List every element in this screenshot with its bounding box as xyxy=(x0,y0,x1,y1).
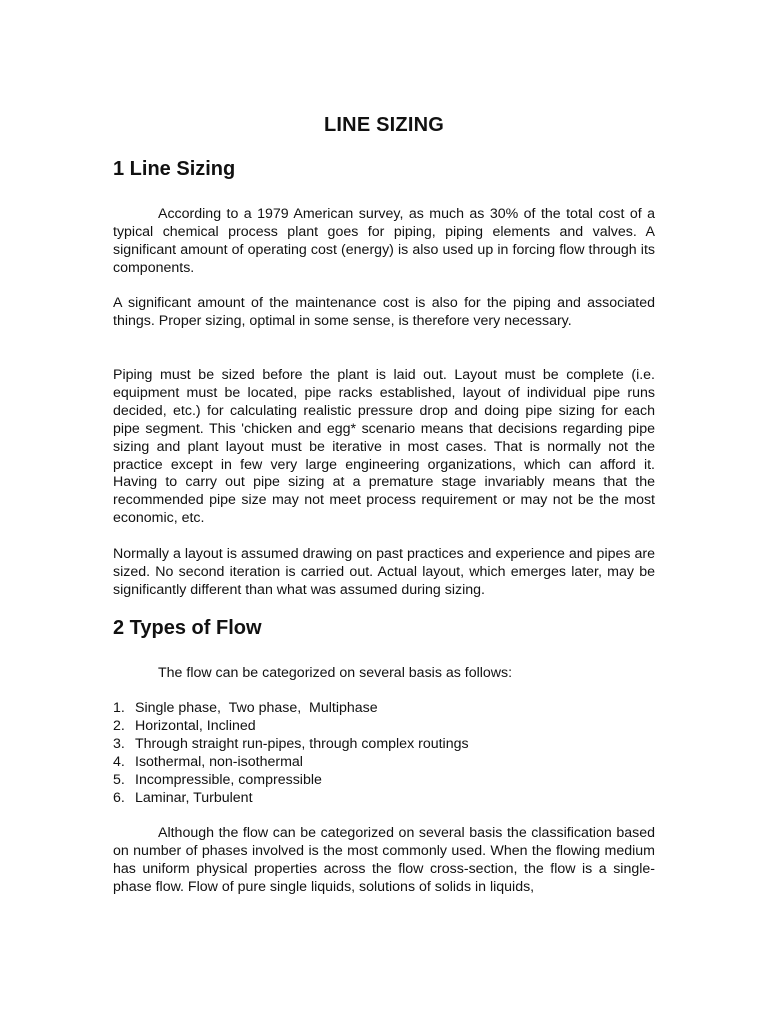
document-page xyxy=(113,0,655,1024)
paragraph-survey: According to a 1979 American survey, as much as 30% of the total cost of a typical chemical process plant goes for piping, piping elements and valves. A significant amount of operating cost (energy) is also used up in forcing flow through its components. xyxy=(113,206,655,276)
paragraph-iteration: Normally a layout is assumed drawing on past practices and experience and pipes are sized. No second iteration is carried out. Actual layout, which emerges later, may be significantly different than what was assumed during sizing. xyxy=(113,546,655,598)
list-item: 3. Through straight run-pipes, through complex routings xyxy=(113,735,469,752)
flow-types-list xyxy=(113,700,469,807)
list-item: 1. Single phase, Two phase, Multiphase xyxy=(113,700,378,716)
list-item: 6. Laminar, Turbulent xyxy=(113,789,253,806)
list-item: 2. Horizontal, Inclined xyxy=(113,717,256,734)
paragraph-flow-intro: The flow can be categorized on several basis as follows: xyxy=(158,665,513,681)
section-heading-line-sizing: 1 Line Sizing xyxy=(113,158,236,180)
list-item: 5. Incompressible, compressible xyxy=(113,771,322,788)
list-item: 4. Isothermal, non-isothermal xyxy=(113,753,303,770)
paragraph-layout: Piping must be sized before the plant is laid out. Layout must be complete (i.e. equipment must be located, pipe racks established, layout of individual pipe runs decided, etc.) for calculating realistic pressure drop and doing pipe sizing for each pipe segment. This 'chicken and egg* scenario means that decisions regarding pipe sizing and plant layout must be iterative in most cases. That is normally not the practice except in few very large engineering organizations, which can afford it. Having to carry out pipe sizing at a premature stage invariably means that the recommended pipe size may not meet process requirement or may not be the most economic, etc. xyxy=(113,367,655,527)
paragraph-maintenance: A significant amount of the maintenance cost is also for the piping and associated things. Proper sizing, optimal in some sense, is therefore very necessary. xyxy=(113,295,655,329)
section-heading-types-of-flow: 2 Types of Flow xyxy=(113,617,262,639)
paragraph-classification: Although the flow can be categorized on several basis the classification based on number of phases involved is the most commonly used. When the flowing medium has uniform physical properties across the flow cross-section, the flow is a single-phase flow. Flow of pure single liquids, solutions of solids in liquids, xyxy=(113,825,655,895)
document-title: LINE SIZING xyxy=(324,114,444,136)
